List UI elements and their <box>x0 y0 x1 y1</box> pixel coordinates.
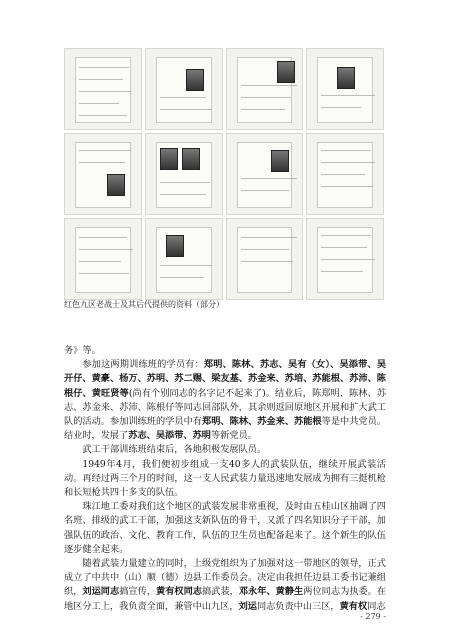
text-run: 同志负责中山三区， <box>256 600 340 612</box>
text-run: 两位同志为执委。在地区分工上，我负责全面，兼管中山九区， <box>64 586 387 612</box>
bold-name-text: 邓永年、黄静生 <box>238 586 304 598</box>
bold-name-text: 刘运 <box>238 600 257 612</box>
bold-name-text: 苏志、吴添带、苏明 <box>128 430 211 442</box>
handwritten-document-photo <box>226 218 304 300</box>
figure-caption: 红色九区老战士及其后代提供的资料（部分） <box>64 300 224 309</box>
handwritten-document-photo <box>306 48 384 130</box>
text-run: 搞宣传， <box>119 586 157 598</box>
text-run: 随着武装力量建立的同时，上级党组织为了加强对这一带地区的领导，正式成立了中共中（山）顺（德）边县工作委员会。决定由我担任边县工委书记兼组织， <box>64 558 386 598</box>
page-number: - 279 - <box>360 612 386 621</box>
handwritten-document-photo <box>306 218 384 300</box>
handwritten-document-photo <box>145 48 223 130</box>
bold-name-text: 郑明、陈林、苏志、吴有（女）、吴添带、吴开仔、黄豪、杨万、苏明、苏二赐、梁友基、苏金来、苏培、苏能根、苏沛、陈根仔、黄旺贤等 <box>64 359 387 399</box>
paragraph: 珠江地工委对我们这个地区的武装发展非常重视，及时由五桂山区抽调了四名班、排级的武工干部，加强这支新队伍的骨干，又派了四名知识分子干部，加强队伍的政治、文化、教育工作，队伍的卫生员也配备起来了。这个新生的队伍逐步健全起来。 <box>64 501 386 555</box>
text-run: 参加这两期训练班的学员有： <box>82 359 204 371</box>
paragraph: 1949年4月，我们便初步组成一支40多人的武装队伍，继续开展武装活动。再经过两三个月的时间，这一支人民武装力量迅速地发展成为拥有三挺机枪和长短枪共四十多支的队伍。 <box>64 458 386 499</box>
paragraph <box>64 557 386 614</box>
bold-name-text: 郑明、陈林、苏金来、苏能根 <box>202 416 322 428</box>
handwritten-document-photo <box>226 133 304 215</box>
bold-name-text: 刘运同志 <box>82 586 120 598</box>
paragraph <box>64 358 386 443</box>
handwritten-document-photo <box>64 218 142 300</box>
handwritten-document-photo <box>226 48 304 130</box>
paragraph: 武工干部训练班结束后，各地积极发展队员。 <box>82 444 267 456</box>
bold-name-text: 黄有权 <box>339 600 368 612</box>
text-run: 同志 <box>367 600 386 612</box>
article-body <box>64 344 386 614</box>
handwritten-document-photo <box>145 218 223 300</box>
bold-name-text: 黄有权同志 <box>156 586 203 598</box>
text-run: 等是中共党员。结业时，发展了 <box>64 416 387 442</box>
handwritten-document-photo <box>145 133 223 215</box>
handwritten-document-photo <box>306 133 384 215</box>
paragraph: 务》等。 <box>64 345 101 356</box>
archive-photo-collage <box>64 48 384 300</box>
text-run: 搞武装， <box>202 586 239 598</box>
handwritten-document-photo <box>64 48 142 130</box>
text-run: (尚有个别同志的名字记不起来了)。结业后，陈郑明、陈林、苏志、苏金来、苏沛、陈根仔等同志回部队外，其余则返回原地区开展和扩大武工队的活动。参加训练班的学员中有 <box>64 387 387 428</box>
handwritten-document-photo <box>64 133 142 215</box>
text-run: 等新党员。 <box>211 430 257 442</box>
